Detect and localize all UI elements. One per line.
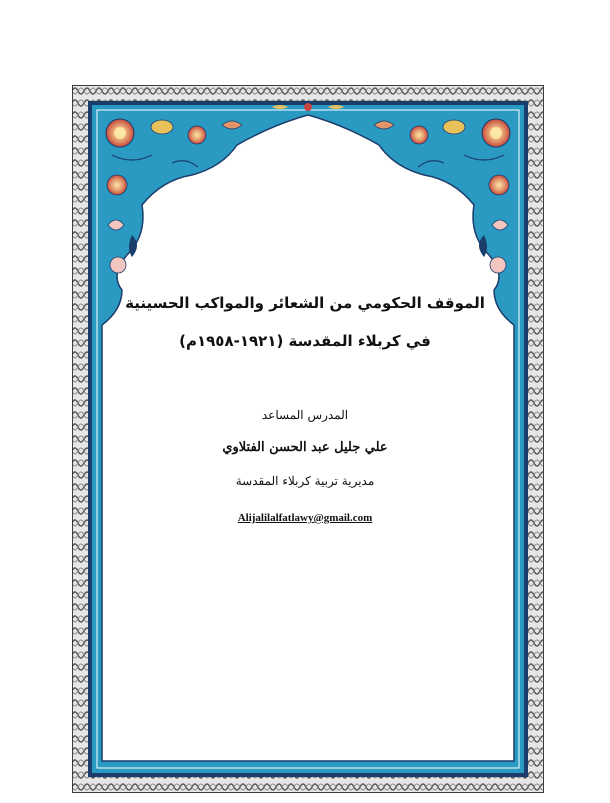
decorative-frame (72, 85, 544, 793)
document-title-line1: الموقف الحكومي من الشعائر والمواكب الحسينية (125, 294, 485, 312)
author-name: علي جليل عبد الحسن الفتلاوي (222, 440, 388, 455)
author-role: المدرس المساعد (261, 408, 349, 422)
white-arch (102, 115, 514, 761)
document-title-line2: في كربلاء المقدسة (١٩٢١-١٩٥٨م) (179, 332, 431, 350)
author-email-link[interactable]: Alijalilalfatlawy@gmail.com (237, 512, 373, 524)
author-affiliation: مديرية تربية كربلاء المقدسة (235, 474, 375, 488)
